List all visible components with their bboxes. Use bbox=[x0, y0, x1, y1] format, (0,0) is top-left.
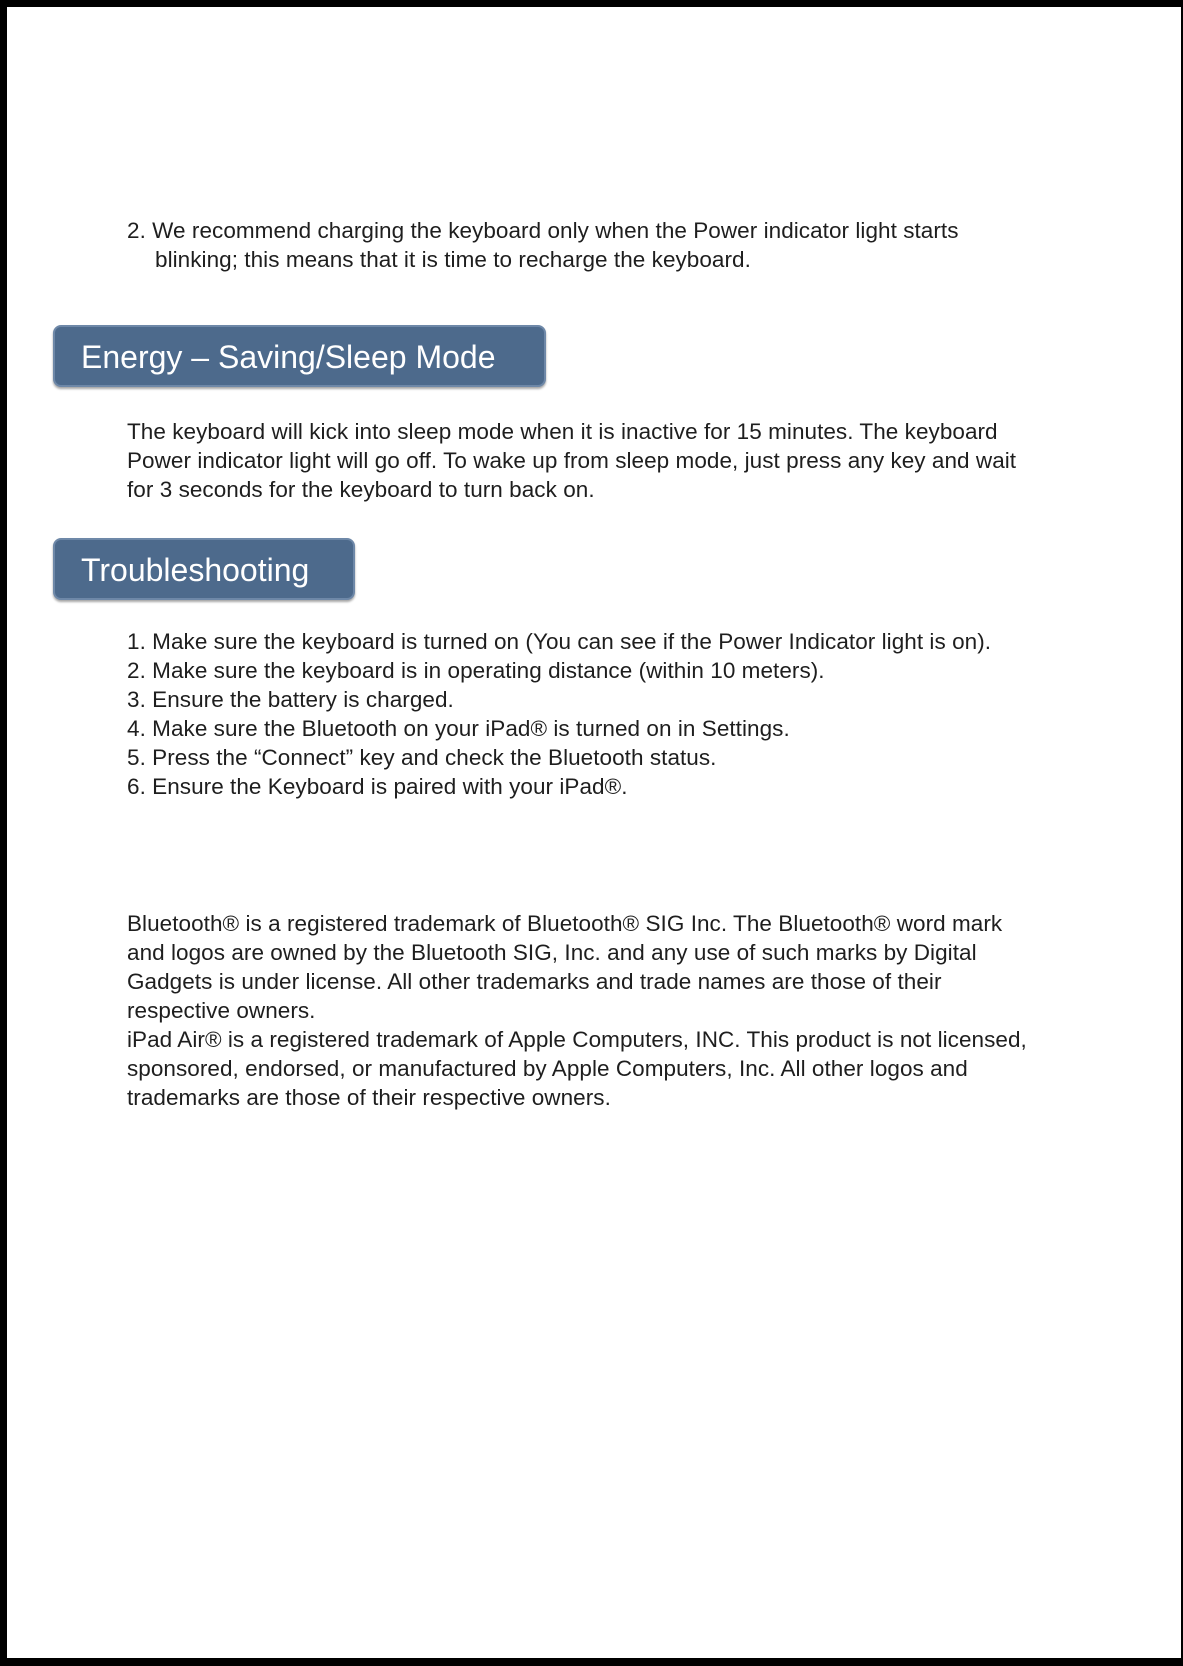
ipad-trademark-notice: iPad Air® is a registered trademark of Apple Computers, INC. This product is not licensed, sponsored, endorsed, or manufactured by Apple Computers, Inc. All other logos and trademarks are those of their respective owners. bbox=[127, 1027, 1027, 1110]
troubleshooting-item: 4. Make sure the Bluetooth on your iPad® is turned on in Settings. bbox=[127, 716, 790, 741]
troubleshooting-list bbox=[127, 627, 1037, 801]
document-page bbox=[7, 7, 1181, 1658]
troubleshooting-item: 2. Make sure the keyboard is in operating distance (within 10 meters). bbox=[127, 658, 825, 683]
troubleshooting-heading: Troubleshooting bbox=[53, 538, 355, 600]
troubleshooting-item: 6. Ensure the Keyboard is paired with your iPad®. bbox=[127, 774, 628, 799]
sleep-mode-paragraph: The keyboard will kick into sleep mode when it is inactive for 15 minutes. The keyboard Power indicator light will go off. To wake up from sleep mode, just press any key and wait for 3 seconds for the keyboard to turn back on. bbox=[127, 419, 1017, 502]
troubleshooting-item: 1. Make sure the keyboard is turned on (You can see if the Power Indicator light is on). bbox=[127, 629, 992, 654]
troubleshooting-item: 3. Ensure the battery is charged. bbox=[127, 687, 454, 712]
charging-recommendation: 2. We recommend charging the keyboard only when the Power indicator light starts blinking; this means that it is time to recharge the keyboard. bbox=[127, 218, 959, 272]
energy-saving-heading: Energy – Saving/Sleep Mode bbox=[53, 325, 546, 387]
troubleshooting-item: 5. Press the “Connect” key and check the Bluetooth status. bbox=[127, 745, 717, 770]
bluetooth-trademark-notice: Bluetooth® is a registered trademark of Bluetooth® SIG Inc. The Bluetooth® word mark and logos are owned by the Bluetooth SIG, Inc. and any use of such marks by Digital Gadgets is under license. All other trademarks and trade names are those of their respective owners. bbox=[127, 911, 1003, 1023]
